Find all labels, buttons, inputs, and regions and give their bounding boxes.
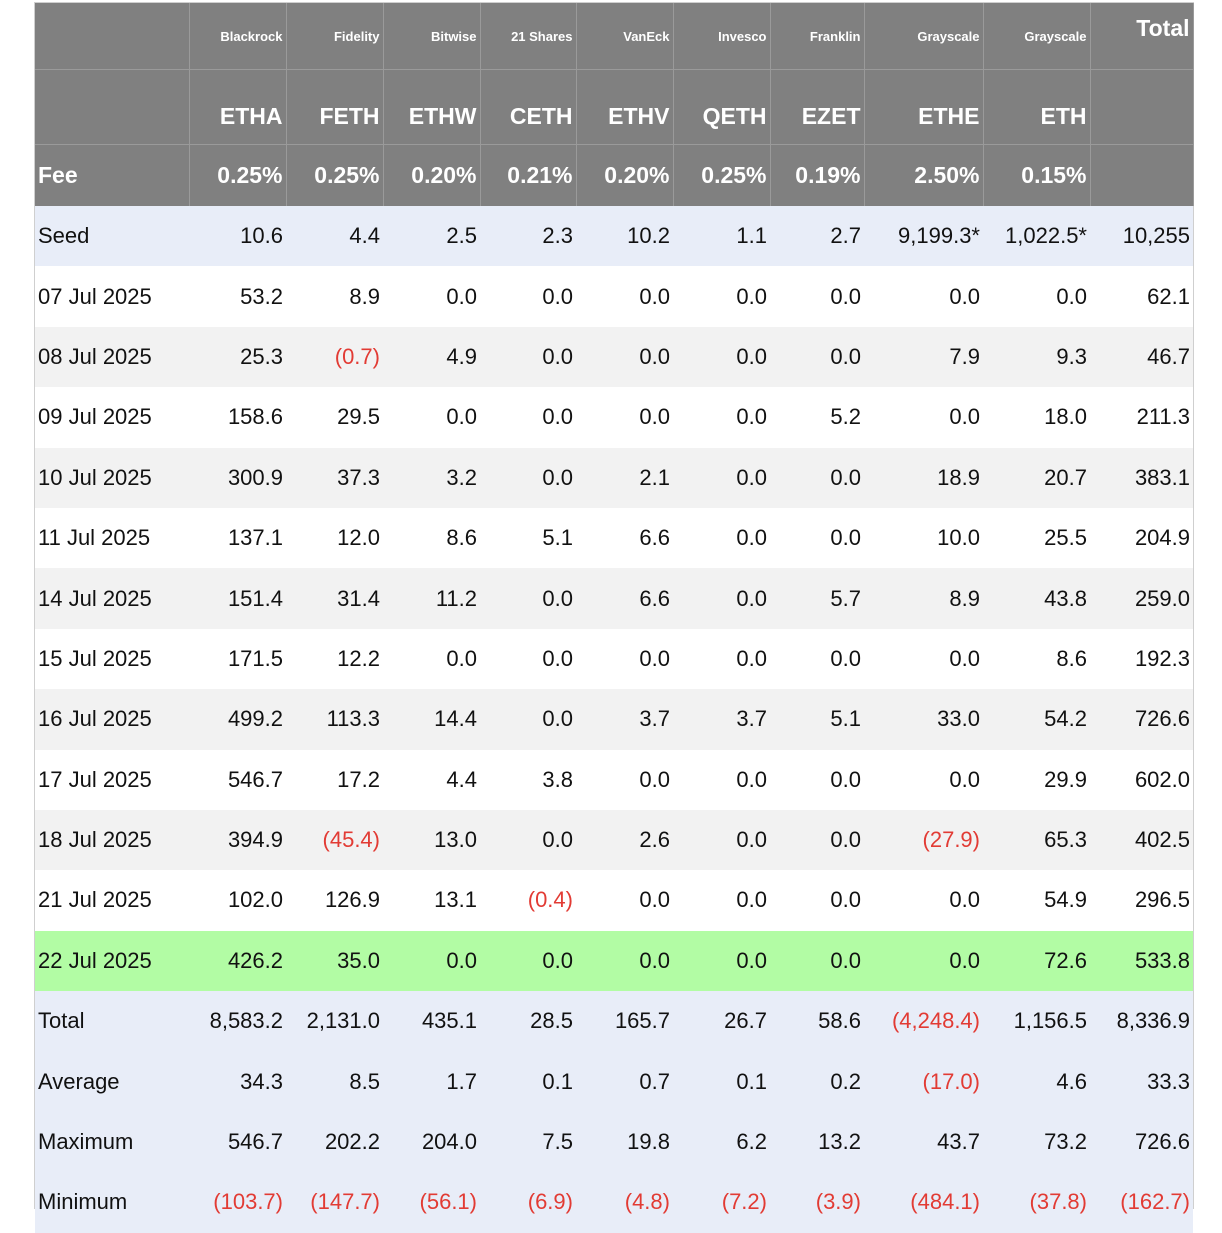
issuer-header: VanEck	[576, 3, 673, 70]
row-total-value: 726.6	[1090, 689, 1193, 749]
fee-value: 0.19%	[770, 145, 864, 207]
issuer-header: Fidelity	[286, 3, 383, 70]
flow-value: 26.7	[673, 991, 770, 1051]
flow-value: 54.9	[983, 870, 1090, 930]
issuer-header: Blackrock	[189, 3, 286, 70]
flow-value: 8.6	[983, 629, 1090, 689]
flow-value: 0.0	[864, 629, 983, 689]
flow-value: 18.0	[983, 387, 1090, 447]
row-date: 07 Jul 2025	[35, 266, 189, 326]
issuer-header: Bitwise	[383, 3, 480, 70]
fee-value: 0.25%	[189, 145, 286, 207]
flow-value: 158.6	[189, 387, 286, 447]
flow-value: 0.0	[673, 266, 770, 326]
flow-value: 9.3	[983, 327, 1090, 387]
ticker-header: ETHA	[189, 70, 286, 145]
flow-value: 0.0	[770, 870, 864, 930]
flow-value: 0.0	[480, 689, 576, 749]
flow-value: 0.0	[480, 810, 576, 870]
flow-value: 0.0	[673, 810, 770, 870]
flow-value: 0.0	[480, 931, 576, 991]
issuer-header: Franklin	[770, 3, 864, 70]
flow-value: 10.6	[189, 206, 286, 266]
daily-flow-row	[35, 266, 1193, 326]
flow-value: 202.2	[286, 1112, 383, 1172]
flow-value: 5.2	[770, 387, 864, 447]
flow-value: (7.2)	[673, 1172, 770, 1232]
fee-value: 0.20%	[576, 145, 673, 207]
header-corner-cell	[35, 3, 189, 70]
flow-value: 58.6	[770, 991, 864, 1051]
flow-value: 0.0	[480, 568, 576, 628]
flow-value: 0.0	[576, 931, 673, 991]
summary-label: Average	[35, 1051, 189, 1111]
row-date: 16 Jul 2025	[35, 689, 189, 749]
daily-flow-row	[35, 568, 1193, 628]
header-issuer-row	[35, 3, 1193, 70]
flow-value: 4.9	[383, 327, 480, 387]
fee-value: 0.21%	[480, 145, 576, 207]
flow-value: 0.1	[480, 1051, 576, 1111]
flow-value: 7.5	[480, 1112, 576, 1172]
flow-value: 0.0	[673, 568, 770, 628]
row-date: 22 Jul 2025	[35, 931, 189, 991]
flow-value: 0.0	[480, 448, 576, 508]
row-total-value: 296.5	[1090, 870, 1193, 930]
flow-value: (37.8)	[983, 1172, 1090, 1232]
flow-value: 12.2	[286, 629, 383, 689]
flow-value: 0.0	[383, 387, 480, 447]
row-label: Seed	[35, 206, 189, 266]
row-total-value: (162.7)	[1090, 1172, 1193, 1232]
flow-value: 3.7	[576, 689, 673, 749]
flow-value: (17.0)	[864, 1051, 983, 1111]
flow-value: 19.8	[576, 1112, 673, 1172]
row-date: 17 Jul 2025	[35, 750, 189, 810]
daily-flow-row	[35, 750, 1193, 810]
summary-row	[35, 1172, 1193, 1232]
flow-value: 18.9	[864, 448, 983, 508]
flow-value: 2.1	[576, 448, 673, 508]
flow-value: 0.0	[983, 266, 1090, 326]
flow-value: 28.5	[480, 991, 576, 1051]
flow-value: 0.0	[480, 266, 576, 326]
flow-value: 0.0	[770, 810, 864, 870]
flow-value: 2.5	[383, 206, 480, 266]
header-blank-cell	[35, 70, 189, 145]
flow-value: 54.2	[983, 689, 1090, 749]
flow-value: 8.6	[383, 508, 480, 568]
row-total-value: 211.3	[1090, 387, 1193, 447]
flow-value: 0.2	[770, 1051, 864, 1111]
flow-value: 8,583.2	[189, 991, 286, 1051]
flow-value: 126.9	[286, 870, 383, 930]
row-total-value: 383.1	[1090, 448, 1193, 508]
flow-value: 0.0	[576, 750, 673, 810]
flow-value: 13.0	[383, 810, 480, 870]
flow-value: 4.4	[286, 206, 383, 266]
flow-value: 165.7	[576, 991, 673, 1051]
row-total-value: 62.1	[1090, 266, 1193, 326]
row-date: 08 Jul 2025	[35, 327, 189, 387]
fee-value: 0.20%	[383, 145, 480, 207]
flow-value: (103.7)	[189, 1172, 286, 1232]
issuer-header: Invesco	[673, 3, 770, 70]
flow-value: 499.2	[189, 689, 286, 749]
flow-value: 34.3	[189, 1051, 286, 1111]
flow-value: 53.2	[189, 266, 286, 326]
flow-value: 12.0	[286, 508, 383, 568]
flow-value: 426.2	[189, 931, 286, 991]
issuer-header: 21 Shares	[480, 3, 576, 70]
flow-value: 394.9	[189, 810, 286, 870]
flow-value: 9,199.3*	[864, 206, 983, 266]
flow-value: 3.8	[480, 750, 576, 810]
flow-value: (3.9)	[770, 1172, 864, 1232]
daily-flow-row	[35, 327, 1193, 387]
daily-flow-row	[35, 508, 1193, 568]
flow-value: 2.7	[770, 206, 864, 266]
flow-value: 29.9	[983, 750, 1090, 810]
flow-value: 0.0	[383, 266, 480, 326]
ticker-header: ETHV	[576, 70, 673, 145]
flow-value: 0.0	[864, 750, 983, 810]
flow-value: 37.3	[286, 448, 383, 508]
flow-value: 1,156.5	[983, 991, 1090, 1051]
row-total-value: 33.3	[1090, 1051, 1193, 1111]
flow-value: 13.2	[770, 1112, 864, 1172]
flow-value: 5.7	[770, 568, 864, 628]
flow-value: 65.3	[983, 810, 1090, 870]
ticker-header: ETHW	[383, 70, 480, 145]
flow-value: 0.0	[480, 387, 576, 447]
flow-value: 1.1	[673, 206, 770, 266]
row-total-value: 46.7	[1090, 327, 1193, 387]
row-date: 14 Jul 2025	[35, 568, 189, 628]
flow-value: 8.9	[864, 568, 983, 628]
flow-value: 4.4	[383, 750, 480, 810]
flow-value: (147.7)	[286, 1172, 383, 1232]
flow-value: 6.6	[576, 508, 673, 568]
flow-value: 14.4	[383, 689, 480, 749]
row-total-value: 602.0	[1090, 750, 1193, 810]
flow-value: 0.0	[383, 931, 480, 991]
seed-row	[35, 206, 1193, 266]
daily-flow-row	[35, 448, 1193, 508]
header-ticker-row	[35, 70, 1193, 145]
flow-value: 0.0	[576, 266, 673, 326]
issuer-header: Grayscale	[983, 3, 1090, 70]
row-total-value: 259.0	[1090, 568, 1193, 628]
flow-value: 10.2	[576, 206, 673, 266]
flow-value: 7.9	[864, 327, 983, 387]
flow-value: 13.1	[383, 870, 480, 930]
flow-value: 0.0	[864, 870, 983, 930]
flow-value: 300.9	[189, 448, 286, 508]
ticker-header: CETH	[480, 70, 576, 145]
flow-value: 43.7	[864, 1112, 983, 1172]
flow-value: 0.0	[576, 327, 673, 387]
flow-value: 3.7	[673, 689, 770, 749]
flow-value: (484.1)	[864, 1172, 983, 1232]
flow-value: 10.0	[864, 508, 983, 568]
flow-value: 0.0	[864, 931, 983, 991]
ticker-header: EZET	[770, 70, 864, 145]
row-date: 18 Jul 2025	[35, 810, 189, 870]
flow-value: 25.3	[189, 327, 286, 387]
row-date: 21 Jul 2025	[35, 870, 189, 930]
flow-value: 0.0	[576, 387, 673, 447]
row-date: 15 Jul 2025	[35, 629, 189, 689]
daily-flow-row	[35, 870, 1193, 930]
flow-value: 43.8	[983, 568, 1090, 628]
row-total-value: 402.5	[1090, 810, 1193, 870]
flow-value: 0.0	[770, 931, 864, 991]
fee-value: 0.25%	[286, 145, 383, 207]
flow-value: 2.6	[576, 810, 673, 870]
flow-value: 0.0	[673, 387, 770, 447]
flow-value: 546.7	[189, 750, 286, 810]
row-total-value: 8,336.9	[1090, 991, 1193, 1051]
summary-label: Minimum	[35, 1172, 189, 1232]
fee-label: Fee	[35, 145, 189, 207]
header-blank-cell	[1090, 70, 1193, 145]
flow-value: 0.0	[770, 448, 864, 508]
flow-value: 0.0	[770, 629, 864, 689]
flow-value: 0.0	[770, 508, 864, 568]
flow-value: 1.7	[383, 1051, 480, 1111]
summary-row	[35, 1051, 1193, 1111]
summary-row	[35, 1112, 1193, 1172]
row-total-value: 533.8	[1090, 931, 1193, 991]
fee-value: 2.50%	[864, 145, 983, 207]
flow-value: 0.0	[673, 750, 770, 810]
fee-value: 0.25%	[673, 145, 770, 207]
flow-value: 72.6	[983, 931, 1090, 991]
flow-value: 0.7	[576, 1051, 673, 1111]
flow-value: (4.8)	[576, 1172, 673, 1232]
flow-value: 11.2	[383, 568, 480, 628]
row-total-value: 726.6	[1090, 1112, 1193, 1172]
flow-value: (4,248.4)	[864, 991, 983, 1051]
flow-value: 435.1	[383, 991, 480, 1051]
flow-value: 0.0	[383, 629, 480, 689]
flow-value: 0.0	[576, 870, 673, 930]
flow-value: 102.0	[189, 870, 286, 930]
flow-value: 6.6	[576, 568, 673, 628]
flow-value: 113.3	[286, 689, 383, 749]
header-blank-cell	[1090, 145, 1193, 207]
flow-value: 0.0	[480, 629, 576, 689]
flow-value: 31.4	[286, 568, 383, 628]
eth-etf-flows-table	[35, 3, 1194, 1233]
flow-value: 546.7	[189, 1112, 286, 1172]
flow-value: 2.3	[480, 206, 576, 266]
flow-value: 0.1	[673, 1051, 770, 1111]
row-total-value: 192.3	[1090, 629, 1193, 689]
ticker-header: QETH	[673, 70, 770, 145]
row-date: 09 Jul 2025	[35, 387, 189, 447]
flow-value: 0.0	[576, 629, 673, 689]
daily-flow-row	[35, 810, 1193, 870]
flow-value: 4.6	[983, 1051, 1090, 1111]
flow-value: 8.5	[286, 1051, 383, 1111]
flow-value: 0.0	[673, 448, 770, 508]
row-date: 10 Jul 2025	[35, 448, 189, 508]
issuer-header: Grayscale	[864, 3, 983, 70]
flow-value: 33.0	[864, 689, 983, 749]
flow-value: 73.2	[983, 1112, 1090, 1172]
flow-value: 17.2	[286, 750, 383, 810]
header-fee-row	[35, 145, 1193, 207]
row-total-value: 204.9	[1090, 508, 1193, 568]
flow-value: 0.0	[673, 931, 770, 991]
flow-value: 0.0	[770, 327, 864, 387]
flow-value: 0.0	[673, 508, 770, 568]
flow-value: 0.0	[673, 870, 770, 930]
summary-label: Total	[35, 991, 189, 1051]
flow-value: 0.0	[770, 266, 864, 326]
summary-label: Maximum	[35, 1112, 189, 1172]
flow-value: 3.2	[383, 448, 480, 508]
flow-value: 0.0	[864, 266, 983, 326]
flow-value: (0.4)	[480, 870, 576, 930]
flow-value: 8.9	[286, 266, 383, 326]
flow-value: 0.0	[770, 750, 864, 810]
flow-value: 20.7	[983, 448, 1090, 508]
summary-row	[35, 991, 1193, 1051]
flow-value: 0.0	[480, 327, 576, 387]
fee-value: 0.15%	[983, 145, 1090, 207]
flow-value: 0.0	[673, 629, 770, 689]
flow-value: 6.2	[673, 1112, 770, 1172]
table-body	[35, 3, 1193, 1233]
daily-flow-row	[35, 689, 1193, 749]
latest-day-row	[35, 931, 1193, 991]
flow-value: (27.9)	[864, 810, 983, 870]
total-column-header: Total	[1090, 3, 1193, 70]
daily-flow-row	[35, 387, 1193, 447]
flow-value: 35.0	[286, 931, 383, 991]
flow-value: (56.1)	[383, 1172, 480, 1232]
flow-value: 5.1	[480, 508, 576, 568]
ticker-header: ETHE	[864, 70, 983, 145]
ticker-header: ETH	[983, 70, 1090, 145]
flow-value: 0.0	[673, 327, 770, 387]
flow-value: 137.1	[189, 508, 286, 568]
flow-value: 2,131.0	[286, 991, 383, 1051]
flow-value: 204.0	[383, 1112, 480, 1172]
flow-value: (0.7)	[286, 327, 383, 387]
flow-value: 151.4	[189, 568, 286, 628]
row-total-value: 10,255	[1090, 206, 1193, 266]
daily-flow-row	[35, 629, 1193, 689]
flow-value: 1,022.5*	[983, 206, 1090, 266]
row-date: 11 Jul 2025	[35, 508, 189, 568]
flow-value: (45.4)	[286, 810, 383, 870]
flow-value: 29.5	[286, 387, 383, 447]
flow-value: 0.0	[864, 387, 983, 447]
flow-value: 25.5	[983, 508, 1090, 568]
flow-value: 171.5	[189, 629, 286, 689]
flow-value: 5.1	[770, 689, 864, 749]
flow-value: (6.9)	[480, 1172, 576, 1232]
ticker-header: FETH	[286, 70, 383, 145]
